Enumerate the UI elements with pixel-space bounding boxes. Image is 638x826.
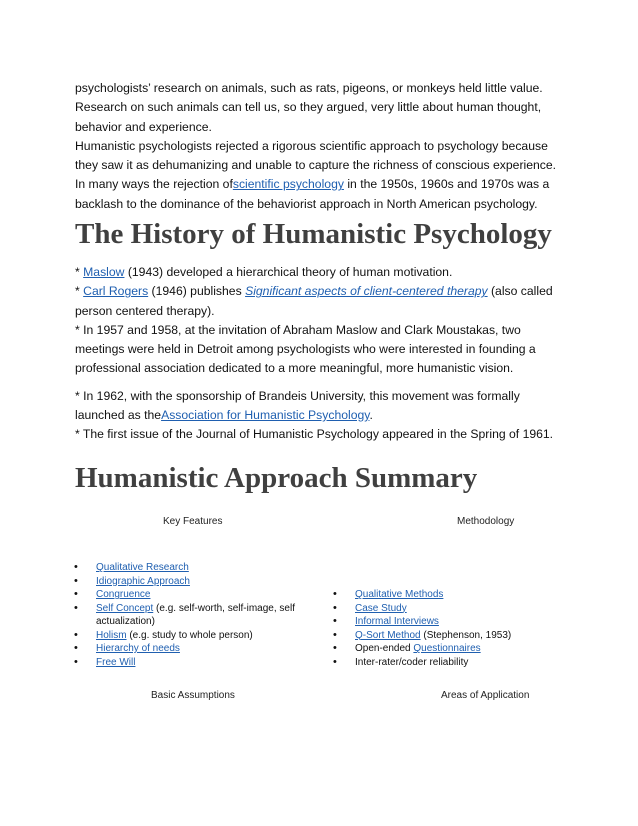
key-feature-item (74, 656, 314, 670)
key-feature-item (74, 629, 314, 643)
intro-paragraph-1: psychologists’ research on animals, such as rats, pigeons, or monkeys held little value. Research on such animals can tell us, so they argued, very little about human thought, behavior and experience. (75, 81, 543, 134)
history-item-prefix: * (75, 284, 84, 299)
client-centered-therapy-link[interactable]: Significant aspects of client-centered therapy (245, 284, 488, 299)
history-item-journal: * The first issue of the Journal of Humanistic Psychology appeared in the Spring of 1961. (75, 427, 554, 442)
history-item-text: (1946) publishes (148, 284, 246, 299)
key-features-list (74, 561, 314, 669)
key-features-header: Key Features (163, 516, 223, 527)
history-item-rogers (75, 282, 565, 321)
key-feature-item (74, 575, 314, 589)
methodology-text: Open-ended (355, 643, 414, 654)
methodology-item (333, 656, 573, 670)
intro-paragraph-2-after: in the 1950s, 1960s and 1970s was a backlash to the dominance of the behaviorist approach in North American psychology. (75, 177, 550, 211)
key-feature-item (74, 561, 314, 575)
methodology-text: Inter-rater/coder reliability (355, 656, 469, 668)
history-item-prefix: * (75, 265, 84, 279)
methodology-header: Methodology (457, 516, 515, 527)
scientific-psychology-link[interactable]: scientific psychology (232, 177, 344, 192)
methodology-item (333, 602, 573, 616)
methodology-link[interactable]: Q-Sort Method (355, 629, 421, 641)
intro-section (75, 79, 565, 214)
maslow-link[interactable]: Maslow (83, 265, 125, 279)
history-item-detroit-meetings: * In 1957 and 1958, at the invitation of Abraham Maslow and Clark Moustakas, two meetings were held in Detroit among psychologists who were interested in founding a professional association dedicated to a more meaningful, more humanistic vision. (75, 322, 536, 376)
history-item-text: (also called person centered therapy). (75, 284, 553, 318)
key-feature-item (74, 642, 314, 656)
methodology-link[interactable]: Case Study (355, 602, 407, 614)
methodology-link[interactable]: Informal Interviews (355, 616, 439, 627)
history-item-text: * In 1962, with the sponsorship of Brandeis University, this movement was formally launched as the (75, 388, 520, 423)
history-item-text: . (369, 408, 373, 423)
history-item-maslow (75, 263, 565, 282)
key-feature-text: (e.g. self-worth, self-image, self actualization) (96, 602, 295, 627)
key-feature-link[interactable]: Idiographic Approach (96, 575, 190, 587)
key-feature-link[interactable]: Free Will (96, 656, 136, 668)
ahp-link[interactable]: Association for Humanistic Psychology (161, 408, 370, 423)
methodology-item (333, 588, 573, 602)
key-feature-item (74, 588, 314, 602)
history-item-brandeis (75, 387, 565, 426)
key-feature-item (74, 602, 314, 629)
key-feature-link[interactable]: Hierarchy of needs (96, 643, 180, 654)
intro-paragraph-2 (75, 137, 565, 214)
history-heading: The History of Humanistic Psychology (75, 218, 552, 250)
areas-of-application-header: Areas of Application (441, 690, 530, 701)
methodology-item (333, 629, 573, 643)
key-feature-link[interactable]: Holism (96, 629, 127, 641)
methodology-link[interactable]: Qualitative Methods (355, 589, 444, 600)
carl-rogers-link[interactable]: Carl Rogers (83, 284, 149, 299)
methodology-link[interactable]: Questionnaires (413, 643, 481, 654)
key-feature-link[interactable]: Congruence (96, 589, 151, 600)
key-feature-link[interactable]: Self Concept (96, 602, 154, 614)
intro-paragraph-2-before: Humanistic psychologists rejected a rigorous scientific approach to psychology because they saw it as dehumanizing and unable to capture the richness of conscious experience. In many ways the rejection of (75, 138, 557, 192)
history-item-text: (1943) developed a hierarchical theory of human motivation. (124, 265, 453, 279)
basic-assumptions-header: Basic Assumptions (151, 690, 235, 701)
history-section (75, 263, 565, 445)
summary-heading: Humanistic Approach Summary (75, 462, 478, 494)
methodology-text: (Stephenson, 1953) (420, 629, 512, 641)
methodology-item (333, 642, 573, 656)
key-feature-link[interactable]: Qualitative Research (96, 562, 189, 573)
key-feature-text: (e.g. study to whole person) (126, 629, 253, 641)
methodology-list (333, 588, 573, 669)
methodology-item (333, 615, 573, 629)
